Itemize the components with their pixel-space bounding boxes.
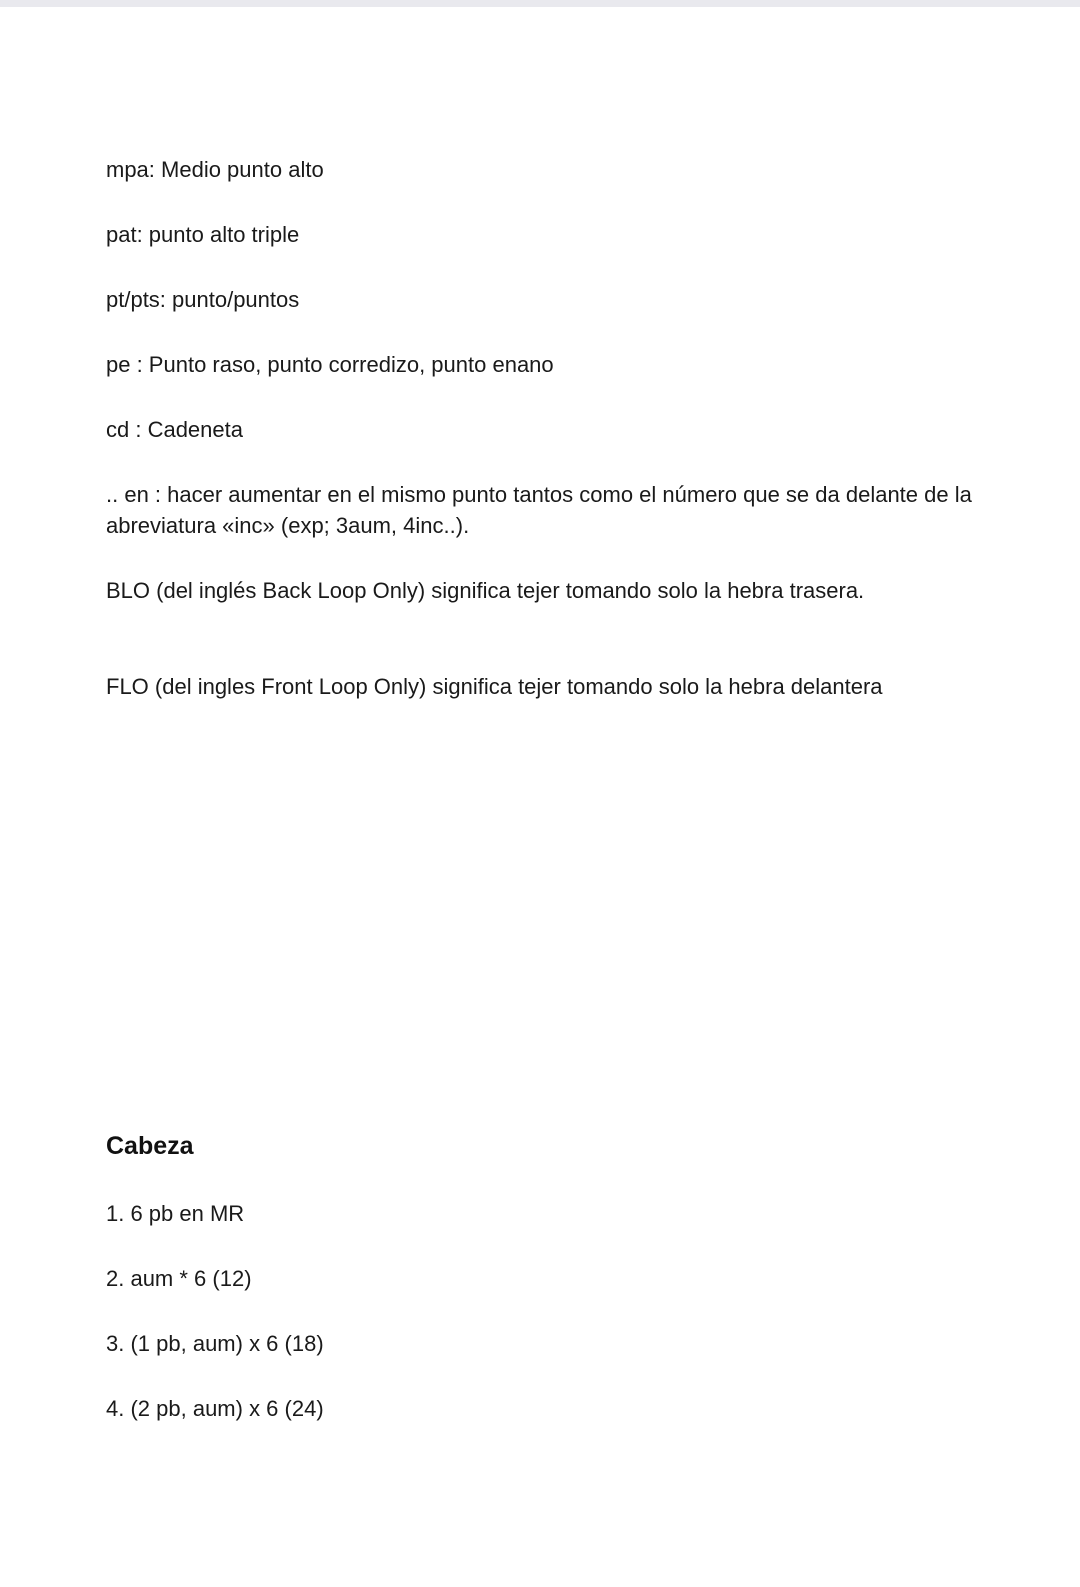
pattern-row-3: 3. (1 pb, aum) x 6 (18): [106, 1331, 324, 1356]
abbreviation-pat: pat: punto alto triple: [106, 222, 300, 247]
abbreviation-en: .. en : hacer aumentar en el mismo punto tantos como el número que se da delante de la abreviatura «inc» (exp; 3aum, 4inc..).: [106, 482, 972, 538]
abbreviation-cd: cd : Cadeneta: [106, 417, 243, 442]
pattern-row-4: 4. (2 pb, aum) x 6 (24): [106, 1396, 324, 1421]
abbreviation-pe: pe : Punto raso, punto corredizo, punto enano: [106, 352, 554, 377]
abbreviation-flo: FLO (del ingles Front Loop Only) significa tejer tomando solo la hebra delantera: [106, 674, 883, 699]
abbreviation-blo: BLO (del inglés Back Loop Only) significa tejer tomando solo la hebra trasera.: [106, 578, 865, 603]
pattern-row-1: 1. 6 pb en MR: [106, 1201, 245, 1226]
section-title: Cabeza: [106, 1132, 194, 1160]
abbreviation-mpa: mpa: Medio punto alto: [106, 157, 324, 182]
abbreviation-pt-pts: pt/pts: punto/puntos: [106, 287, 300, 312]
pattern-row-2: 2. aum * 6 (12): [106, 1266, 252, 1291]
